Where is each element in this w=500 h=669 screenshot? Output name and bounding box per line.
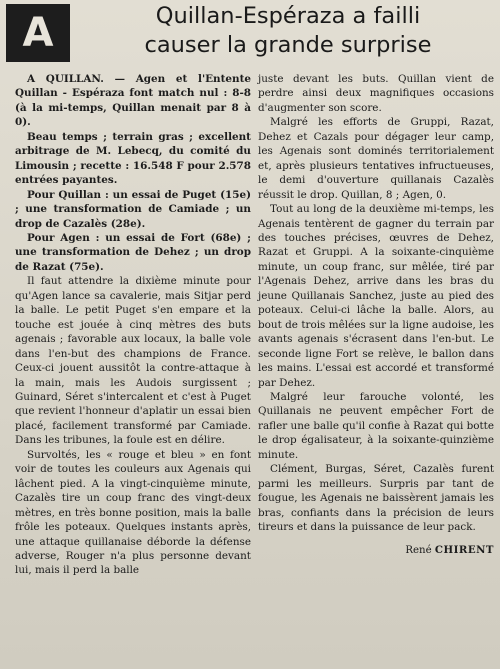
agen-scorers-paragraph: Pour Agen : un essai de Fort (68e) ; une transformation de Dehez ; un drop de Razat (75e). xyxy=(15,231,251,273)
article-paragraph: Il faut attendre la dixième minute pour qu'Agen lance sa cavalerie, mais Sitjar perd la balle. Le petit Puget s'en empare et la touche est jouée à cinq mètres des buts agenais ; favorable aux locaux, la balle vole dans l'en-but des champions de France. Ceux-ci jouent aussitôt la contre-attaque à la main, mais les Audois surgissent ; Guinard, Séret s'intercalent et c'est à Puget que revient l'honneur d'aplatir un essai bien placé, facilement transformé par Camiade. Dans les tribunes, la foule est en délire. xyxy=(15,275,251,447)
article-paragraph: Survoltés, les « rouge et bleu » en font voir de toutes les couleurs aux Agenais qui lâchent pied. A la vingt-cinquième minute, Cazalès tire un coup franc des vingt-deux mètres, en très bonne position, mais la balle frôle les poteaux. Quelques instants après, une attaque quillanaise déborde la défense adverse, Rouger n'a plus personne devant lui, mais il perd la balle xyxy=(15,448,251,577)
article-paragraph: Tout au long de la deuxième mi-temps, les Agenais tentèrent de gagner du terrain par des touches précises, œuvres de Dehez, Razat et Gruppi. A la soixante-cinquième minute, un coup franc, sur mêlée, tiré par l'Agenais Dehez, arrive dans les bras du jeune Quillanais Sanchez, juste au pied des poteaux. Celui-ci lâche la balle. Alors, au bout de trois mêlées sur la ligne audoise, les avants agenais s'écrasent dans l'en-but. Le seconde ligne Fort se relève, le ballon dans les mains. L'essai est accordé et transformé par Dehez. xyxy=(258,203,494,389)
section-letter-badge xyxy=(6,4,70,62)
article-paragraph: Malgré leur farouche volonté, les Quillanais ne peuvent empêcher Fort de rafler une balle qu'il confie à Razat qui botte le drop égalisateur, à la soixante-quinzième minute. xyxy=(258,390,494,461)
match-conditions-paragraph: Beau temps ; terrain gras ; excellent arbitrage de M. Lebecq, du comité du Limousin ; recette : 16.548 F pour 2.578 entrées payantes. xyxy=(15,130,251,187)
article-paragraph: juste devant les buts. Quillan vient de perdre ainsi deux magnifiques occasions d'augmenter son score. xyxy=(258,73,494,114)
headline-line-2: causer la grande surprise xyxy=(144,32,432,58)
quillan-scorers-paragraph: Pour Quillan : un essai de Puget (15e) ; une transformation de Camiade ; un drop de Cazalès (28e). xyxy=(15,188,251,230)
author-last-name: CHIRENT xyxy=(434,543,494,556)
headline-line-1: Quillan-Espéraza a failli xyxy=(155,3,421,29)
headline xyxy=(78,2,498,62)
article-column-right xyxy=(258,72,494,558)
author-byline xyxy=(258,543,494,558)
section-letter: A xyxy=(22,10,54,56)
author-first-name: René xyxy=(405,544,432,556)
article-paragraph: Malgré les efforts de Gruppi, Razat, Dehez et Cazals pour dégager leur camp, les Agenais sont dominés territorialement et, après plusieurs tentatives infructueuses, le demi d'ouverture quillanais Cazalès réussit le drop. Quillan, 8 ; Agen, 0. xyxy=(258,116,494,201)
article-paragraph: Clément, Burgas, Séret, Cazalès furent parmi les meilleurs. Surpris par tant de fougue, les Agenais ne baissèrent jamais les bras, confiants dans la précision de leurs tireurs et dans la puissance de leur pack. xyxy=(258,463,494,534)
article-column-left xyxy=(15,72,251,578)
article-lead-paragraph: A QUILLAN. — Agen et l'Entente Quillan - Espéraza font match nul : 8-8 (à la mi-temps, Quillan menait par 8 à 0). xyxy=(15,73,251,129)
